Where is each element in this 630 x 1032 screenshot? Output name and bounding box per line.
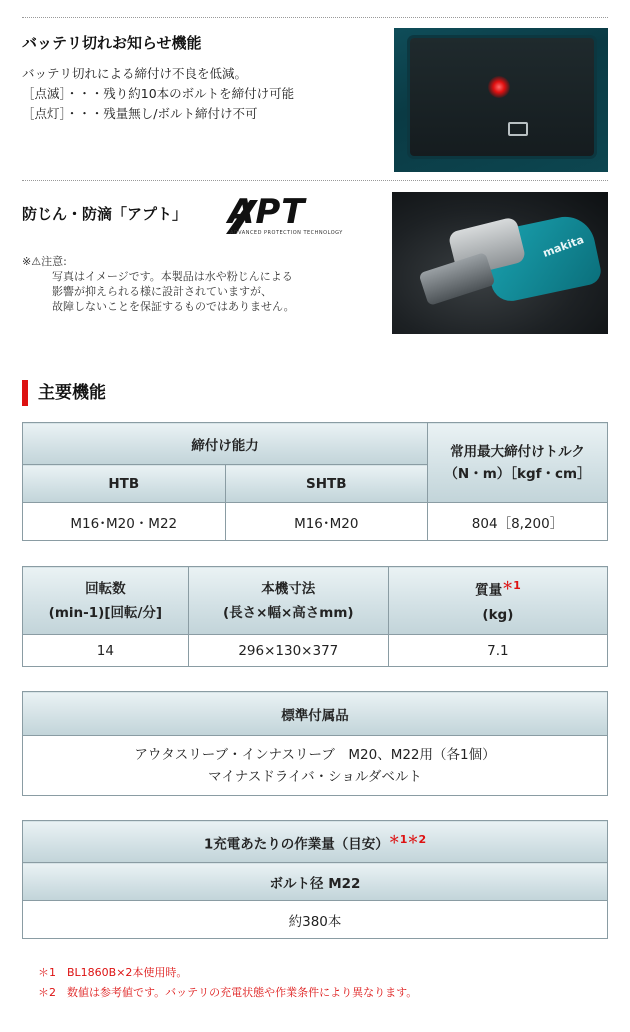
capacity-table (22, 422, 608, 541)
feature-divider (22, 180, 608, 181)
mass-header (388, 567, 607, 635)
shtb-value: M16･M20 (225, 503, 428, 541)
workload-header-label: 1充電あたりの作業量（目安） (203, 836, 389, 853)
battery-line-1: バッテリ切れによる締付け不良を低減。 (22, 66, 248, 81)
capacity-header: 締付け能力 (23, 423, 428, 465)
accessories-line-1: アウタスリーブ・インナスリーブ M20、M22用（各1個） (134, 746, 496, 763)
footnote-2: ＊2 数値は参考値です。バッテリの充電状態や作業条件により異なります。 (38, 986, 418, 999)
torque-header-line-1: 常用最大締付けトルク (450, 443, 585, 460)
dimensions-header-line-1: 本機寸法 (261, 580, 316, 597)
mass-footnote-mark: ＊1 (502, 579, 521, 593)
rpm-value: 14 (23, 635, 189, 667)
note-line-1: 写真はイメージです。本製品は水や粉じんによる (52, 270, 293, 283)
rpm-header-line-2: (min-1)[回転/分] (48, 604, 163, 621)
note-line-3: 故障しないことを保証するものではありません。 (52, 300, 295, 313)
battery-line-2: ［点滅］・・・残り約10本のボルトを締付け可能 (22, 86, 295, 101)
bolt-diameter-header: ボルト径 M22 (23, 863, 608, 901)
apt-logo (222, 192, 343, 240)
apt-logo-word: APT (228, 192, 306, 232)
red-led-icon (488, 76, 510, 98)
mass-header-line-1 (389, 574, 607, 603)
footnote-1: ＊1 BL1860B×2本使用時。 (38, 966, 188, 979)
tool-socket (418, 252, 495, 306)
accessories-value (23, 736, 608, 796)
rpm-header-line-1: 回転数 (85, 580, 126, 597)
mass-value: 7.1 (388, 635, 607, 667)
apt-note (22, 254, 295, 314)
mass-header-line-2: (kg) (482, 606, 514, 623)
accessories-table (22, 691, 608, 796)
torque-value: 804［8,200］ (428, 503, 608, 541)
dimensions-header (188, 567, 388, 635)
mass-label: 質量 (475, 582, 503, 599)
workload-table (22, 820, 608, 939)
rpm-header (23, 567, 189, 635)
workload-value: 約380本 (23, 901, 608, 939)
shtb-header: SHTB (225, 465, 428, 503)
torque-header (428, 423, 608, 503)
accessories-header: 標準付属品 (23, 692, 608, 736)
htb-value: M16･M20・M22 (23, 503, 226, 541)
workload-header (23, 821, 608, 863)
torque-header-line-2: （N・m）［kgf・cm］ (444, 465, 591, 482)
htb-header: HTB (23, 465, 226, 503)
workload-footnote-mark: ＊1＊2 (388, 832, 427, 846)
battery-icon (508, 122, 528, 136)
battery-feature-text (22, 64, 294, 124)
dimensions-value: 296×130×377 (188, 635, 388, 667)
note-heading: ※⚠注意: (22, 255, 67, 268)
accessories-line-2: マイナスドライバ・ショルダベルト (208, 768, 422, 785)
apt-feature-title: 防じん・防滴「アプト」 (22, 205, 188, 223)
indicator-panel (410, 38, 594, 156)
main-features-heading: 主要機能 (22, 380, 106, 406)
note-line-2: 影響が抑えられる様に設計されていますが、 (52, 285, 272, 298)
battery-indicator-photo (394, 28, 608, 172)
impact-wrench-photo (392, 192, 608, 334)
specs-table (22, 566, 608, 667)
dimensions-header-line-2: (長さ×幅×高さmm) (222, 604, 354, 621)
battery-feature-title: バッテリ切れお知らせ機能 (22, 34, 202, 52)
apt-logo-subtitle: ADVANCED PROTECTION TECHNOLOGY (230, 230, 343, 236)
battery-line-3: ［点灯］・・・残量無し/ボルト締付け不可 (22, 106, 258, 121)
top-divider (22, 17, 608, 18)
brand-mark: makita (541, 233, 586, 260)
